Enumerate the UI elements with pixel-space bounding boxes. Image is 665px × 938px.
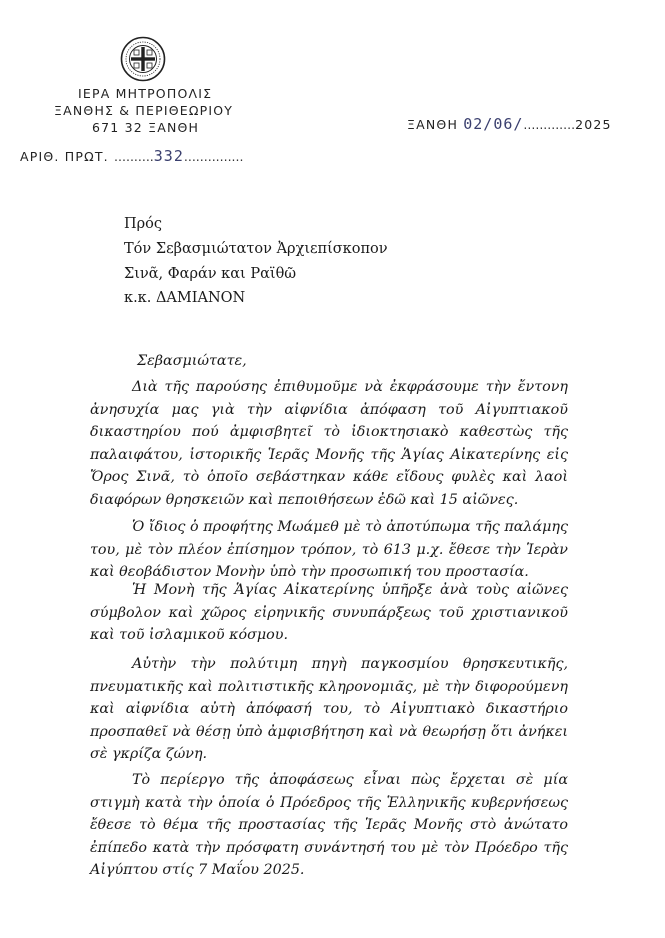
- recipient-to: Πρός: [124, 216, 163, 232]
- body-paragraph-2: Ὁ ἴδιος ὁ προφήτης Μωάμεθ μὲ τὸ ἀποτύπωμα τῆς παλάμης του, μὲ τὸν πλέον ἐπίσημον τρόπον, τὸ 613 μ.χ. ἔθεσε τὴν Ἱερὰν καὶ θεοβάδιστον Μονὴν ὑπὸ τὴν προσωπική του προστασία.: [90, 519, 568, 580]
- date-row: ΞΑΝΘΗ 02/06/.............2025: [407, 115, 612, 133]
- date-day: 02: [463, 115, 484, 133]
- salutation: Σεβασμιώτατε,: [137, 353, 247, 369]
- body-paragraph-5: Τὸ περίεργο τῆς ἀποφάσεως εἶναι πὼς ἔρχεται σὲ μία στιγμὴ κατὰ τὴν ὁποία ὁ Πρόεδρος τῆς Ἑλληνικῆς κυβερνήσεως ἔθεσε τὸ θέμα τῆς προστασίας τῆς Ἱερᾶς Μονῆς στὸ ἀνώτατο ἐπίπεδο κατὰ τὴν πρόσφατη συνάντησή του μὲ τὸν Πρόεδρο τῆς Αἰγύπτου στίς 7 Μαΐου 2025.: [90, 772, 568, 878]
- body-paragraph-1: Διὰ τῆς παρούσης ἐπιθυμοῦμε νὰ ἐκφράσουμε τὴν ἔντονη ἀνησυχία μας γιὰ τὴν αἰφνίδια ἀπόφαση τοῦ Αἰγυπτιακοῦ δικαστηρίου πού ἀμφισβητεῖ τὸ ἰδιοκτησιακὸ καθεστὼς τῆς παλαιφάτου, ἱστορικῆς Ἱερᾶς Μονῆς τῆς Ἁγίας Αἰκατερίνης εἰς Ὄρος Σινᾶ, τὸ ὁποῖο σεβάστηκαν κάθε εἴδους φυλὲς καὶ λαοὶ διαφόρων θρησκειῶν καὶ πεποιθήσεων ἐδῶ καὶ 15 αἰῶνες.: [90, 379, 568, 508]
- body-paragraph-4: Αὐτὴν τὴν πολύτιμη πηγὴ παγκοσμίου θρησκευτικῆς, πνευματικῆς καὶ πολιτιστικῆς κληρονομιᾶς, μὲ τὴν διφορούμενη καὶ αἰφνίδια αὐτὴ ἀπόφασή του, τὸ Αἰγυπτιακὸ δικαστήριο προσπαθεῖ νὰ θέσῃ ὑπὸ ἀμφισβήτηση καὶ νὰ θεωρήσῃ ὅτι ἀνήκει σὲ γκρίζα ζώνη.: [90, 656, 568, 762]
- body-paragraph-3: Ἡ Μονὴ τῆς Ἁγίας Αἰκατερίνης ὑπῆρξε ἀνὰ τοὺς αἰῶνες σύμβολον καὶ χῶρος εἰρηνικῆς συνυπάρξεως τοῦ χριστιανικοῦ καὶ τοῦ ἰσλαμικοῦ κόσμου.: [90, 582, 568, 643]
- date-year: 2025: [575, 117, 612, 132]
- protocol-dots: ..........: [114, 149, 154, 164]
- date-dots: .............: [523, 117, 576, 132]
- recipient-title: Τόν Σεβασμιώτατον Ἀρχιεπίσκοπον: [124, 241, 388, 257]
- recipient-name: κ.κ. ΔΑΜΙΑΝΟΝ: [124, 290, 246, 306]
- recipient-see: Σινᾶ, Φαράν και Ραϊθῶ: [124, 266, 297, 282]
- metropolis-name: ΙΕΡΑ ΜΗΤΡΟΠΟΛΙΣ: [78, 86, 213, 101]
- date-place: ΞΑΝΘΗ: [407, 117, 459, 132]
- metropolis-seal-icon: [120, 36, 166, 82]
- metropolis-region: ΞΑΝΘΗΣ & ΠΕΡΙΘΕΩΡΙΟΥ: [54, 103, 234, 118]
- protocol-number: 332: [153, 147, 184, 165]
- protocol-row: [20, 147, 243, 165]
- date-month: 06: [493, 115, 514, 133]
- protocol-label: ΑΡΙΘ. ΠΡΩΤ.: [20, 149, 109, 164]
- protocol-dots-trailing: ...............: [183, 149, 244, 164]
- metropolis-address: 671 32 ΞΑΝΘΗ: [92, 120, 200, 135]
